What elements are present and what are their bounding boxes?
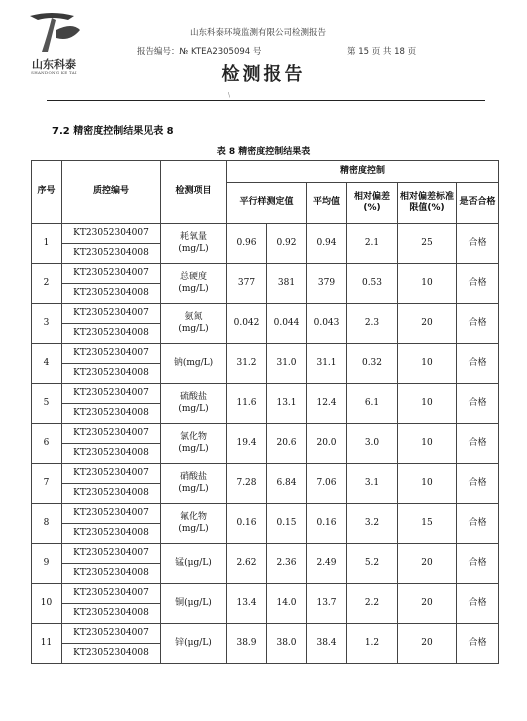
- cell-mean: 13.7: [307, 584, 347, 624]
- cell-pass: 合格: [457, 624, 499, 664]
- cell-qc-no-2: KT23052304008: [62, 244, 161, 264]
- table-row: [32, 304, 499, 324]
- cell-parallel-1: 19.4: [227, 424, 267, 464]
- cell-seq: 6: [32, 424, 62, 464]
- cell-mean: 0.043: [307, 304, 347, 344]
- report-number: 报告编号：№ KTEA2305094 号: [137, 47, 262, 57]
- cell-parallel-1: 11.6: [227, 384, 267, 424]
- table-caption: 表 8 精密度控制结果表: [216, 147, 311, 157]
- cell-mean: 0.94: [307, 224, 347, 264]
- cell-pass: 合格: [457, 384, 499, 424]
- cell-seq: 10: [32, 584, 62, 624]
- cell-qc-no-2: KT23052304008: [62, 524, 161, 544]
- cell-item: [161, 344, 227, 384]
- cell-rel-dev: 2.1: [347, 224, 398, 264]
- cell-rel-dev: 2.3: [347, 304, 398, 344]
- table-row: [32, 224, 499, 244]
- cell-qc-no-1: KT23052304007: [62, 344, 161, 364]
- cell-item: [161, 464, 227, 504]
- cell-seq: 9: [32, 544, 62, 584]
- cell-parallel-2: 6.84: [267, 464, 307, 504]
- leaf-logo-icon: [22, 8, 86, 56]
- cell-parallel-2: 20.6: [267, 424, 307, 464]
- cell-seq: 8: [32, 504, 62, 544]
- cell-rel-dev: 6.1: [347, 384, 398, 424]
- cell-item: [161, 544, 227, 584]
- cell-qc-no-1: KT23052304007: [62, 424, 161, 444]
- item-name: 锌(μg/L): [175, 637, 212, 648]
- item-name: 氟化物: [179, 512, 207, 523]
- cell-qc-no-2: KT23052304008: [62, 444, 161, 464]
- cell-parallel-1: 38.9: [227, 624, 267, 664]
- cell-rel-dev-limit: 10: [398, 384, 457, 424]
- item-name: 硝酸盐: [179, 472, 207, 483]
- section-title: 7.2 精密度控制结果见表 8: [52, 126, 174, 137]
- cell-item: [161, 584, 227, 624]
- header-rel-dev-limit: 相对偏差标准限值(%): [398, 183, 457, 224]
- cell-rel-dev-limit: 25: [398, 224, 457, 264]
- header-mean: 平均值: [307, 183, 347, 224]
- cell-parallel-2: 0.15: [267, 504, 307, 544]
- cell-pass: 合格: [457, 544, 499, 584]
- cell-parallel-1: 0.16: [227, 504, 267, 544]
- cell-qc-no-2: KT23052304008: [62, 364, 161, 384]
- cell-rel-dev: 3.1: [347, 464, 398, 504]
- item-name: 氨氮: [184, 312, 203, 323]
- cell-rel-dev-limit: 10: [398, 464, 457, 504]
- company-report-title: 山东科泰环境监测有限公司检测报告: [190, 28, 327, 38]
- cell-qc-no-2: KT23052304008: [62, 324, 161, 344]
- table-row: [32, 504, 499, 524]
- cell-parallel-1: 0.96: [227, 224, 267, 264]
- document-title: 检测报告: [221, 64, 306, 85]
- logo-subtitle: SHANDONG KE TAI: [31, 70, 77, 75]
- cell-mean: 20.0: [307, 424, 347, 464]
- cell-parallel-2: 0.92: [267, 224, 307, 264]
- cell-rel-dev-limit: 20: [398, 624, 457, 664]
- header-parallel: 平行样测定值: [227, 183, 307, 224]
- cell-seq: 11: [32, 624, 62, 664]
- item-unit: (mg/L): [178, 283, 209, 294]
- cell-rel-dev: 5.2: [347, 544, 398, 584]
- cell-qc-no-1: KT23052304007: [62, 264, 161, 284]
- table-row: [32, 384, 499, 404]
- item-unit: (mg/L): [178, 523, 209, 534]
- cell-seq: 4: [32, 344, 62, 384]
- table-row: [32, 264, 499, 284]
- cell-mean: 12.4: [307, 384, 347, 424]
- header-seq: 序号: [32, 161, 62, 224]
- cell-parallel-1: 377: [227, 264, 267, 304]
- cell-qc-no-2: KT23052304008: [62, 604, 161, 624]
- table-row: [32, 424, 499, 444]
- cell-qc-no-2: KT23052304008: [62, 484, 161, 504]
- cell-pass: 合格: [457, 304, 499, 344]
- cell-rel-dev-limit: 20: [398, 544, 457, 584]
- cell-parallel-2: 14.0: [267, 584, 307, 624]
- cell-qc-no-2: KT23052304008: [62, 404, 161, 424]
- item-name: 钠(mg/L): [173, 357, 214, 368]
- cell-parallel-2: 0.044: [267, 304, 307, 344]
- header-qc-no: 质控编号: [62, 161, 161, 224]
- table-row: [32, 344, 499, 364]
- cell-parallel-2: 31.0: [267, 344, 307, 384]
- cell-parallel-2: 381: [267, 264, 307, 304]
- cell-rel-dev: 0.32: [347, 344, 398, 384]
- cell-rel-dev-limit: 20: [398, 304, 457, 344]
- header-rel-dev: 相对偏差(%): [347, 183, 398, 224]
- header-pass: 是否合格: [457, 183, 499, 224]
- cell-pass: 合格: [457, 504, 499, 544]
- cell-item: [161, 224, 227, 264]
- cell-qc-no-1: KT23052304007: [62, 504, 161, 524]
- cell-parallel-2: 13.1: [267, 384, 307, 424]
- cell-qc-no-2: KT23052304008: [62, 284, 161, 304]
- cell-qc-no-1: KT23052304007: [62, 624, 161, 644]
- cell-qc-no-1: KT23052304007: [62, 544, 161, 564]
- cell-qc-no-1: KT23052304007: [62, 304, 161, 324]
- cell-rel-dev: 0.53: [347, 264, 398, 304]
- cell-mean: 7.06: [307, 464, 347, 504]
- cell-seq: 5: [32, 384, 62, 424]
- cell-parallel-1: 13.4: [227, 584, 267, 624]
- cell-mean: 379: [307, 264, 347, 304]
- cell-pass: 合格: [457, 224, 499, 264]
- cell-qc-no-1: KT23052304007: [62, 384, 161, 404]
- item-unit: (mg/L): [178, 443, 209, 454]
- cell-parallel-1: 7.28: [227, 464, 267, 504]
- cell-parallel-1: 0.042: [227, 304, 267, 344]
- cell-rel-dev-limit: 15: [398, 504, 457, 544]
- cell-seq: 2: [32, 264, 62, 304]
- table-body: [32, 224, 499, 664]
- item-unit: (mg/L): [178, 403, 209, 414]
- cell-parallel-1: 2.62: [227, 544, 267, 584]
- page-info: 第 15 页 共 18 页: [347, 47, 417, 57]
- cell-qc-no-1: KT23052304007: [62, 464, 161, 484]
- item-name: 总硬度: [179, 272, 207, 283]
- cell-rel-dev-limit: 10: [398, 264, 457, 304]
- table-row: [32, 624, 499, 644]
- header-divider: [47, 100, 485, 101]
- table-row: [32, 464, 499, 484]
- precision-control-table: [31, 160, 499, 664]
- cell-mean: 31.1: [307, 344, 347, 384]
- cell-parallel-2: 2.36: [267, 544, 307, 584]
- cell-rel-dev-limit: 20: [398, 584, 457, 624]
- cell-qc-no-1: KT23052304007: [62, 224, 161, 244]
- cell-item: [161, 384, 227, 424]
- cell-item: [161, 624, 227, 664]
- cell-mean: 38.4: [307, 624, 347, 664]
- stray-mark: \: [228, 92, 231, 99]
- item-unit: (mg/L): [178, 323, 209, 334]
- cell-parallel-2: 38.0: [267, 624, 307, 664]
- cell-pass: 合格: [457, 464, 499, 504]
- cell-rel-dev: 1.2: [347, 624, 398, 664]
- cell-seq: 1: [32, 224, 62, 264]
- cell-seq: 7: [32, 464, 62, 504]
- item-name: 硫酸盐: [179, 392, 207, 403]
- header-item: 检测项目: [161, 161, 227, 224]
- cell-item: [161, 304, 227, 344]
- cell-seq: 3: [32, 304, 62, 344]
- cell-pass: 合格: [457, 344, 499, 384]
- cell-pass: 合格: [457, 264, 499, 304]
- item-name: 氯化物: [179, 432, 207, 443]
- item-name: 耗氧量: [179, 232, 207, 243]
- cell-parallel-1: 31.2: [227, 344, 267, 384]
- cell-pass: 合格: [457, 584, 499, 624]
- item-unit: (mg/L): [178, 483, 209, 494]
- item-name: 铜(μg/L): [175, 597, 212, 608]
- cell-item: [161, 424, 227, 464]
- cell-rel-dev: 2.2: [347, 584, 398, 624]
- cell-rel-dev-limit: 10: [398, 344, 457, 384]
- table-row: [32, 544, 499, 564]
- cell-mean: 2.49: [307, 544, 347, 584]
- cell-rel-dev: 3.2: [347, 504, 398, 544]
- cell-rel-dev-limit: 10: [398, 424, 457, 464]
- cell-qc-no-1: KT23052304007: [62, 584, 161, 604]
- cell-qc-no-2: KT23052304008: [62, 644, 161, 664]
- item-name: 锰(μg/L): [175, 557, 212, 568]
- table-row: [32, 584, 499, 604]
- cell-rel-dev: 3.0: [347, 424, 398, 464]
- logo-name: 山东科泰: [32, 58, 76, 71]
- header-precision-group: 精密度控制: [227, 161, 499, 183]
- item-unit: (mg/L): [178, 243, 209, 254]
- cell-item: [161, 264, 227, 304]
- cell-pass: 合格: [457, 424, 499, 464]
- cell-qc-no-2: KT23052304008: [62, 564, 161, 584]
- cell-mean: 0.16: [307, 504, 347, 544]
- cell-item: [161, 504, 227, 544]
